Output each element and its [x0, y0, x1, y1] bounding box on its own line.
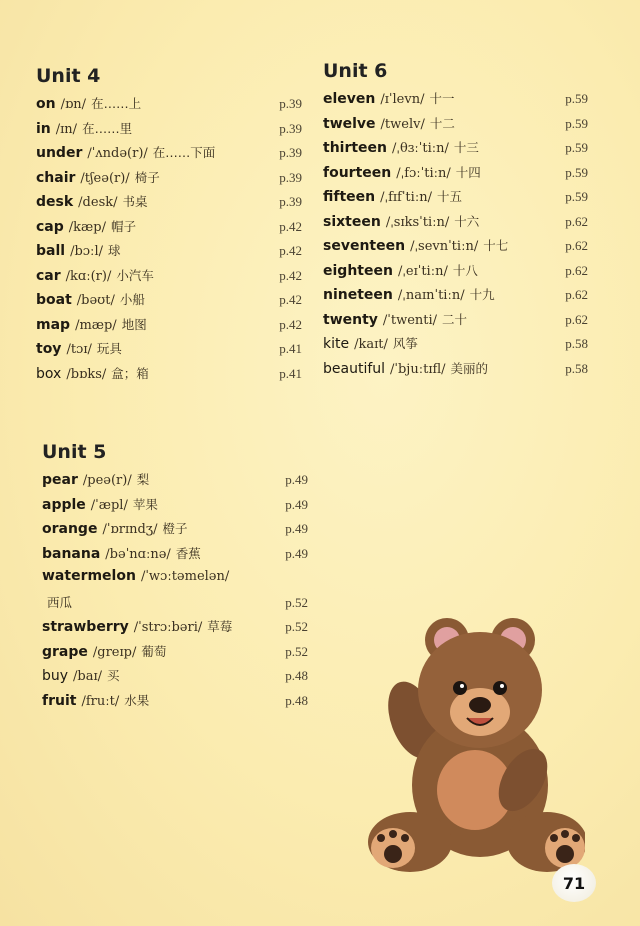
page-reference: p.59 — [565, 115, 588, 131]
vocab-entry — [36, 119, 302, 144]
page-reference: p.42 — [279, 316, 302, 332]
phonetic-text: /ˈwɔːtəmelən/ — [140, 569, 230, 584]
teddy-bear-icon — [355, 610, 585, 885]
vocab-entry — [36, 339, 302, 364]
page-reference: p.62 — [565, 262, 588, 278]
word-text: eighteen — [323, 262, 393, 279]
vocab-entry — [323, 138, 588, 163]
page-reference: p.62 — [565, 287, 588, 302]
word-text: twelve — [323, 115, 376, 132]
chinese-meaning: 玩具 — [96, 341, 122, 356]
phonetic-text: /baɪ/ — [73, 669, 103, 684]
chinese-meaning: 草莓 — [207, 619, 233, 634]
phonetic-text: /mæp/ — [75, 317, 117, 333]
word-text: on — [36, 96, 56, 112]
page-reference: p.49 — [285, 521, 308, 536]
phonetic-text: /bɔːl/ — [70, 244, 103, 259]
word-text: eleven — [323, 91, 376, 107]
page-reference: p.59 — [565, 164, 588, 180]
page-reference: p.48 — [285, 692, 308, 708]
chinese-meaning: 在……下面 — [152, 145, 216, 160]
vocab-entry — [42, 617, 308, 642]
phonetic-text: /ˈtwenti/ — [382, 312, 438, 328]
unit-6-title: Unit 6 — [323, 60, 388, 82]
phonetic-text: /twelv/ — [380, 116, 425, 132]
phonetic-text: /tʃeə(r)/ — [80, 170, 130, 186]
chinese-meaning: 美丽的 — [450, 360, 489, 376]
vocab-entry — [36, 168, 302, 193]
vocab-entry — [42, 495, 308, 520]
word-text: watermelon — [42, 568, 136, 584]
phonetic-text: /ˈʌndə(r)/ — [87, 146, 148, 161]
page-reference: p.39 — [279, 194, 302, 209]
chinese-meaning: 梨 — [136, 472, 150, 487]
chinese-meaning: 十二 — [429, 115, 455, 131]
word-text: grape — [42, 643, 88, 660]
phonetic-text: /bəʊt/ — [76, 293, 115, 308]
phonetic-text: /desk/ — [78, 195, 118, 210]
page-reference: p.58 — [565, 336, 588, 351]
page-reference: p.59 — [565, 91, 588, 106]
page-reference: p.42 — [279, 218, 302, 234]
phonetic-text: /ˌsevnˈtiːn/ — [410, 239, 479, 254]
vocab-entry — [42, 519, 308, 544]
phonetic-text: /ˌsɪksˈtiːn/ — [385, 214, 450, 230]
chinese-meaning: 椅子 — [134, 169, 160, 185]
phonetic-text: /ˌeɪˈtiːn/ — [397, 263, 448, 279]
phonetic-text: /ˌnaɪnˈtiːn/ — [397, 288, 465, 303]
unit-5-title: Unit 5 — [42, 441, 107, 463]
chinese-meaning: 十五 — [436, 189, 462, 204]
page-reference: p.39 — [279, 120, 302, 136]
page-reference: p.42 — [279, 267, 302, 283]
page-reference: p.62 — [565, 213, 588, 229]
word-text: orange — [42, 521, 98, 537]
page-number: 71 — [552, 864, 596, 902]
word-text: fourteen — [323, 164, 392, 181]
vocab-entry — [42, 544, 308, 569]
word-text: fifteen — [323, 189, 376, 205]
chinese-meaning: 盒；箱 — [111, 365, 149, 381]
unit-6-word-list — [323, 89, 588, 383]
phonetic-text: /bəˈnɑːnə/ — [105, 546, 171, 562]
phonetic-text: /ɪˈlevn/ — [380, 92, 425, 107]
page-reference: p.39 — [279, 145, 302, 160]
phonetic-text: /kɑː(r)/ — [65, 268, 112, 284]
phonetic-text: /peə(r)/ — [82, 473, 132, 488]
vocab-entry — [323, 261, 588, 286]
chinese-meaning: 苹果 — [132, 496, 158, 512]
chinese-meaning: 水果 — [124, 692, 150, 708]
page-reference: p.49 — [285, 545, 308, 561]
page-reference: p.62 — [565, 238, 588, 253]
word-text: twenty — [323, 311, 378, 328]
page-reference: p.39 — [279, 96, 302, 111]
word-text: kite — [323, 336, 350, 352]
word-text: beautiful — [323, 360, 386, 377]
phonetic-text: /ɪn/ — [55, 121, 78, 137]
vocab-entry — [42, 470, 308, 495]
chinese-meaning: 书桌 — [122, 194, 148, 209]
vocab-entry — [42, 568, 308, 593]
phonetic-text: /fruːt/ — [81, 693, 120, 709]
phonetic-text: /kaɪt/ — [354, 337, 388, 352]
word-text: in — [36, 120, 51, 137]
unit-5-word-list — [42, 470, 308, 715]
vocab-entry — [323, 89, 588, 114]
page-reference: p.52 — [285, 594, 308, 610]
word-text: chair — [36, 169, 76, 186]
word-text: seventeen — [323, 238, 406, 254]
phonetic-text: /ˌθɜːˈtiːn/ — [392, 141, 449, 156]
word-text: apple — [42, 496, 86, 513]
word-text: thirteen — [323, 140, 388, 156]
chinese-meaning: 西瓜 — [47, 594, 73, 610]
chinese-meaning: 十九 — [469, 287, 495, 302]
vocab-entry — [323, 236, 588, 261]
chinese-meaning: 橙子 — [162, 521, 188, 536]
chinese-meaning: 十一 — [429, 91, 455, 106]
chinese-meaning: 小船 — [119, 292, 145, 307]
word-text: buy — [42, 668, 69, 684]
word-text: ball — [36, 243, 66, 259]
page-reference: p.62 — [565, 311, 588, 327]
chinese-meaning: 十四 — [455, 164, 481, 180]
chinese-meaning: 风筝 — [392, 336, 418, 351]
phonetic-text: /ˌfɔːˈtiːn/ — [396, 165, 451, 181]
page-reference: p.59 — [565, 140, 588, 155]
page-reference: p.39 — [279, 169, 302, 185]
page-reference: p.52 — [285, 643, 308, 659]
page-reference: p.42 — [279, 243, 302, 258]
phonetic-text: /greɪp/ — [92, 644, 137, 660]
word-text: nineteen — [323, 287, 393, 303]
vocab-entry — [323, 310, 588, 335]
word-text: boat — [36, 292, 72, 308]
chinese-meaning: 十三 — [453, 140, 479, 155]
page-reference: p.48 — [285, 668, 308, 683]
chinese-meaning: 帽子 — [110, 218, 136, 234]
vocab-entry — [36, 290, 302, 315]
unit-4-title: Unit 4 — [36, 65, 101, 87]
phonetic-text: /ɒn/ — [60, 97, 87, 112]
vocab-entry — [36, 241, 302, 266]
vocab-entry — [42, 642, 308, 667]
chinese-meaning: 香蕉 — [175, 545, 201, 561]
phonetic-text: /kæp/ — [68, 219, 106, 235]
word-text: box — [36, 365, 62, 382]
vocab-entry — [36, 315, 302, 340]
chinese-meaning: 地图 — [121, 316, 147, 332]
vocab-entry — [323, 163, 588, 188]
vocab-entry — [36, 364, 302, 389]
word-text: cap — [36, 218, 64, 235]
chinese-meaning: 十六 — [454, 213, 480, 229]
phonetic-text: /ˈɒrɪndʒ/ — [102, 522, 158, 537]
word-text: map — [36, 316, 71, 333]
word-text: fruit — [42, 692, 77, 709]
chinese-meaning: 球 — [107, 243, 121, 258]
vocab-entry — [42, 691, 308, 716]
vocab-entry — [36, 217, 302, 242]
vocab-entry — [323, 187, 588, 212]
vocab-entry — [36, 266, 302, 291]
vocab-entry — [36, 143, 302, 168]
page-reference: p.58 — [565, 360, 588, 376]
page-reference: p.59 — [565, 189, 588, 204]
word-text: toy — [36, 341, 62, 357]
vocab-entry — [323, 359, 588, 384]
page-reference: p.49 — [285, 496, 308, 512]
page-reference: p.41 — [279, 365, 302, 381]
vocab-entry — [323, 114, 588, 139]
word-text: desk — [36, 194, 74, 210]
chinese-meaning: 十八 — [452, 262, 478, 278]
chinese-meaning: 小汽车 — [116, 267, 154, 283]
phonetic-text: /ˈæpl/ — [90, 497, 128, 513]
chinese-meaning: 十七 — [483, 238, 509, 253]
vocab-entry — [42, 593, 308, 618]
vocab-entry — [323, 334, 588, 359]
page-reference: p.52 — [285, 619, 308, 634]
vocab-entry — [36, 94, 302, 119]
chinese-meaning: 在……里 — [82, 120, 133, 136]
phonetic-text: /ˈbjuːtɪfl/ — [390, 361, 446, 377]
unit-4-word-list — [36, 94, 302, 388]
word-text: sixteen — [323, 213, 381, 230]
chinese-meaning: 二十 — [442, 311, 468, 327]
phonetic-text: /tɔɪ/ — [66, 342, 92, 357]
phonetic-text: /ˈstrɔːbəri/ — [133, 620, 203, 635]
phonetic-text: /bɒks/ — [66, 366, 107, 382]
chinese-meaning: 在……上 — [91, 96, 142, 111]
word-text: car — [36, 267, 61, 284]
page-reference: p.42 — [279, 292, 302, 307]
vocab-entry — [42, 666, 308, 691]
word-text: strawberry — [42, 619, 129, 635]
word-text: under — [36, 145, 83, 161]
word-text: pear — [42, 472, 78, 488]
page-reference: p.41 — [279, 341, 302, 356]
chinese-meaning: 葡萄 — [141, 643, 167, 659]
vocab-entry — [323, 285, 588, 310]
page-reference: p.49 — [285, 472, 308, 487]
vocab-entry — [323, 212, 588, 237]
word-text: banana — [42, 545, 101, 562]
phonetic-text: /ˌfɪfˈtiːn/ — [380, 190, 432, 205]
chinese-meaning: 买 — [107, 668, 120, 683]
vocab-entry — [36, 192, 302, 217]
